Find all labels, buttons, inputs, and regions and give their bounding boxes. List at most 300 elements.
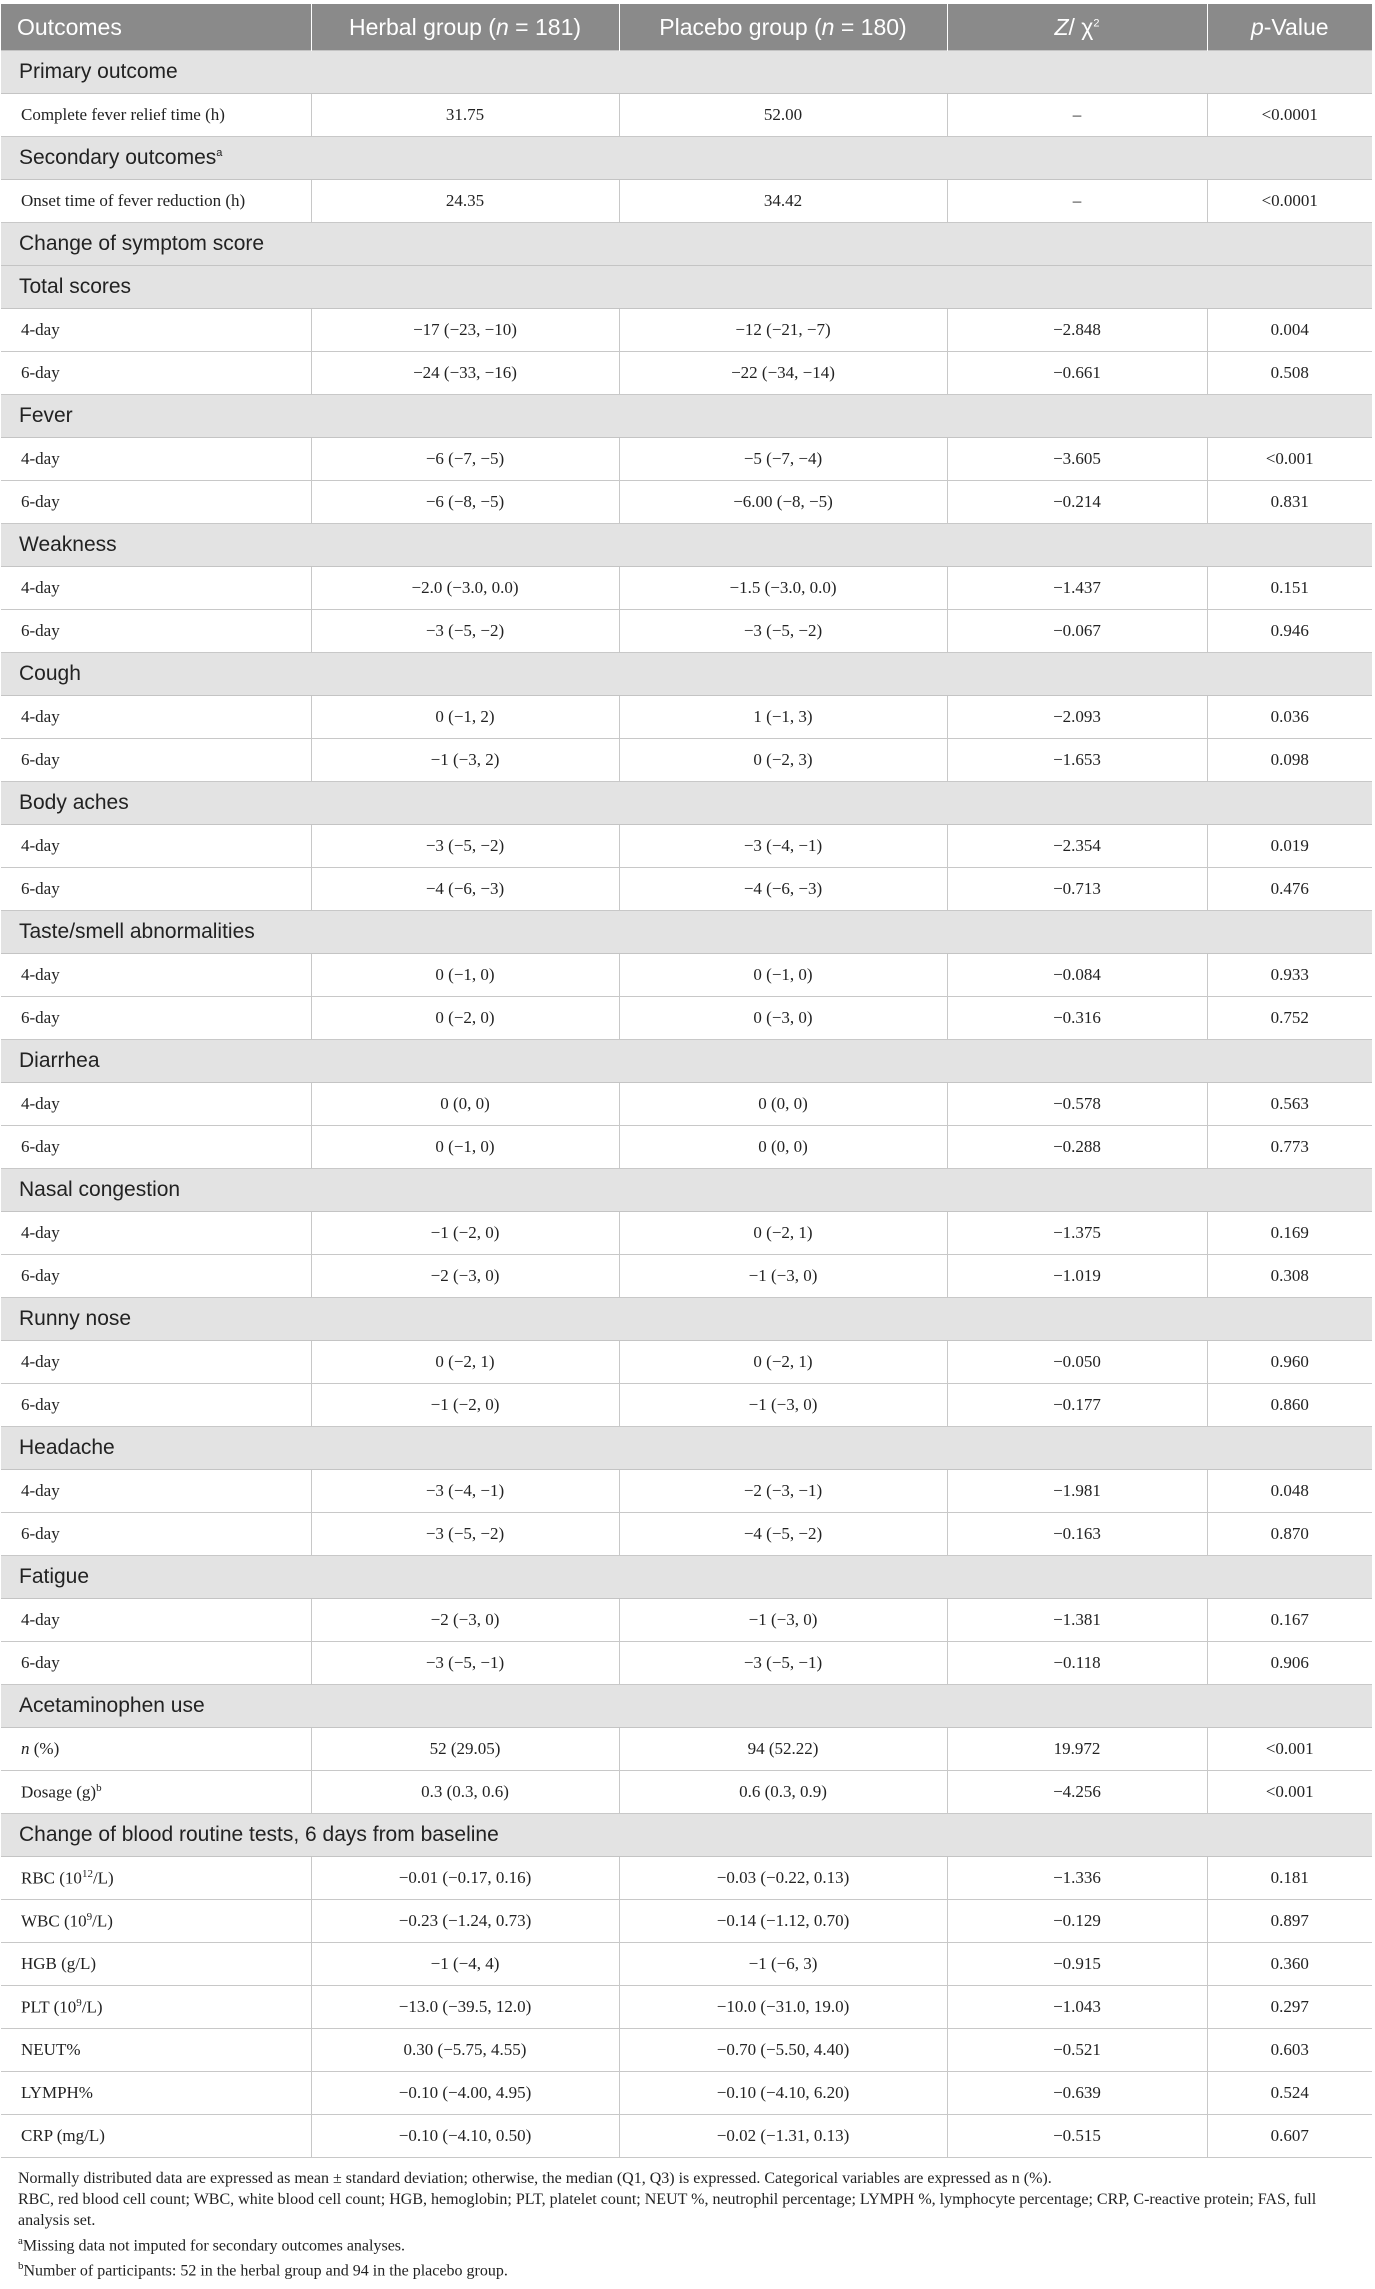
table-row (1, 610, 1372, 653)
statistic-value: −2.848 (947, 309, 1207, 352)
section-row (1, 653, 1372, 696)
statistic-value: −2.354 (947, 825, 1207, 868)
herbal-value: 0.30 (−5.75, 4.55) (311, 2029, 619, 2072)
placebo-value: −0.70 (−5.50, 4.40) (619, 2029, 947, 2072)
row-label (1, 352, 311, 395)
statistic-value: −3.605 (947, 438, 1207, 481)
herbal-value: −13.0 (−39.5, 12.0) (311, 1986, 619, 2029)
p-value: <0.001 (1207, 1728, 1372, 1771)
section-title-text: Weakness (19, 533, 117, 556)
row-label (1, 94, 311, 137)
section-title-text: Diarrhea (19, 1049, 100, 1072)
section-row (1, 524, 1372, 567)
placebo-value: 0 (−2, 1) (619, 1341, 947, 1384)
row-label-text: 4-day (21, 1094, 60, 1113)
statistic-value: −1.981 (947, 1470, 1207, 1513)
herbal-value: −3 (−5, −1) (311, 1642, 619, 1685)
statistic-value: −0.084 (947, 954, 1207, 997)
row-label (1, 1513, 311, 1556)
table-row (1, 94, 1372, 137)
footnote-a-text: Missing data not imputed for secondary outcomes analyses. (22, 2237, 406, 2255)
placebo-value: −0.14 (−1.12, 0.70) (619, 1900, 947, 1943)
table-row (1, 352, 1372, 395)
footnote-a-mark: a (18, 2235, 23, 2247)
section-row (1, 1556, 1372, 1599)
herbal-value: 0 (−1, 2) (311, 696, 619, 739)
row-label (1, 1212, 311, 1255)
row-label (1, 954, 311, 997)
p-value: 0.960 (1207, 1341, 1372, 1384)
p-value: 0.508 (1207, 352, 1372, 395)
statistic-value: −0.163 (947, 1513, 1207, 1556)
herbal-value: −24 (−33, −16) (311, 352, 619, 395)
p-value: 0.946 (1207, 610, 1372, 653)
header-herbal-n: n (495, 13, 509, 40)
row-label-text: Complete fever relief time (h) (21, 105, 225, 124)
table-body (1, 51, 1372, 2158)
section-row (1, 911, 1372, 954)
section-title-text: Fever (19, 404, 73, 427)
row-label-text: 6-day (21, 879, 60, 898)
row-label-text: 4-day (21, 1223, 60, 1242)
row-label-text: 6-day (21, 750, 60, 769)
row-label (1, 739, 311, 782)
p-value: 0.870 (1207, 1513, 1372, 1556)
header-placebo-n: n (821, 13, 835, 40)
herbal-value: −3 (−5, −2) (311, 1513, 619, 1556)
herbal-value: 0.3 (0.3, 0.6) (311, 1771, 619, 1814)
row-label (1, 1771, 311, 1814)
statistic-value: −1.019 (947, 1255, 1207, 1298)
herbal-value: −1 (−3, 2) (311, 739, 619, 782)
statistic-value: −0.521 (947, 2029, 1207, 2072)
section-title-text: Change of symptom score (19, 232, 265, 255)
herbal-value: 0 (0, 0) (311, 1083, 619, 1126)
table-row (1, 1771, 1372, 1814)
row-label (1, 481, 311, 524)
header-outcomes-text: Outcomes (17, 13, 122, 40)
row-label-text: 4-day (21, 965, 60, 984)
header-statistic (947, 4, 1207, 51)
row-label (1, 1126, 311, 1169)
herbal-value: −4 (−6, −3) (311, 868, 619, 911)
placebo-value: −10.0 (−31.0, 19.0) (619, 1986, 947, 2029)
row-label (1, 1341, 311, 1384)
statistic-value: −2.093 (947, 696, 1207, 739)
row-label-text: 6-day (21, 1137, 60, 1156)
section-title-text: Primary outcome (19, 60, 178, 83)
table-row (1, 825, 1372, 868)
header-herbal-post: = 181) (508, 13, 582, 40)
placebo-value: −3 (−4, −1) (619, 825, 947, 868)
placebo-value: −4 (−6, −3) (619, 868, 947, 911)
placebo-value: 52.00 (619, 94, 947, 137)
statistic-value: −0.578 (947, 1083, 1207, 1126)
row-label (1, 1384, 311, 1427)
herbal-value: −1 (−2, 0) (311, 1212, 619, 1255)
section-title-text: Body aches (19, 791, 129, 814)
section-row (1, 51, 1372, 94)
placebo-value: −2 (−3, −1) (619, 1470, 947, 1513)
row-label (1, 1255, 311, 1298)
row-label (1, 1943, 311, 1986)
herbal-value: 0 (−2, 1) (311, 1341, 619, 1384)
row-label (1, 1599, 311, 1642)
statistic-value: −0.177 (947, 1384, 1207, 1427)
row-label-text: 4-day (21, 578, 60, 597)
section-title (1, 1040, 1372, 1083)
herbal-value: 52 (29.05) (311, 1728, 619, 1771)
header-herbal-pre: Herbal group ( (348, 13, 496, 40)
placebo-value: −1 (−3, 0) (619, 1384, 947, 1427)
row-label (1, 309, 311, 352)
herbal-value: −3 (−5, −2) (311, 610, 619, 653)
row-label-sup: 12 (81, 1867, 93, 1880)
table-row (1, 1599, 1372, 1642)
section-title-text: Change of blood routine tests, 6 days from baseline (19, 1823, 499, 1846)
row-label-text: LYMPH% (21, 2083, 93, 2102)
table-row (1, 1083, 1372, 1126)
header-stat-sup: 2 (1093, 16, 1100, 29)
statistic-value: −0.639 (947, 2072, 1207, 2115)
herbal-value: 0 (−2, 0) (311, 997, 619, 1040)
table-row (1, 1341, 1372, 1384)
table-row (1, 696, 1372, 739)
placebo-value: 0 (−3, 0) (619, 997, 947, 1040)
header-stat-chi: / χ (1068, 13, 1094, 40)
row-label (1, 1642, 311, 1685)
placebo-value: −3 (−5, −1) (619, 1642, 947, 1685)
row-label (1, 2115, 311, 2158)
header-placebo-pre: Placebo group ( (659, 13, 822, 40)
row-label-text: 4-day (21, 320, 60, 339)
placebo-value: −22 (−34, −14) (619, 352, 947, 395)
herbal-value: −1 (−4, 4) (311, 1943, 619, 1986)
herbal-value: −6 (−7, −5) (311, 438, 619, 481)
p-value: 0.019 (1207, 825, 1372, 868)
table-row (1, 1255, 1372, 1298)
header-p-rest: -Value (1263, 13, 1329, 40)
outcomes-table (1, 4, 1372, 2158)
table-row (1, 1900, 1372, 1943)
section-row (1, 1427, 1372, 1470)
table-row (1, 1513, 1372, 1556)
placebo-value: 0 (−2, 1) (619, 1212, 947, 1255)
row-label-text: 6-day (21, 1266, 60, 1285)
table-row (1, 868, 1372, 911)
herbal-value: −2.0 (−3.0, 0.0) (311, 567, 619, 610)
p-value: 0.167 (1207, 1599, 1372, 1642)
p-value: 0.563 (1207, 1083, 1372, 1126)
herbal-value: 24.35 (311, 180, 619, 223)
herbal-value: −3 (−5, −2) (311, 825, 619, 868)
row-label-after: /L) (92, 1911, 113, 1931)
section-title (1, 51, 1372, 94)
row-label-after: /L) (81, 1997, 103, 2017)
placebo-value: 0.6 (0.3, 0.9) (619, 1771, 947, 1814)
row-label-text: NEUT% (21, 2040, 81, 2059)
table-row (1, 2072, 1372, 2115)
section-title (1, 223, 1372, 266)
table-row (1, 2115, 1372, 2158)
p-value: 0.308 (1207, 1255, 1372, 1298)
placebo-value: −1 (−6, 3) (619, 1943, 947, 1986)
section-row (1, 1169, 1372, 1212)
p-value: <0.0001 (1207, 180, 1372, 223)
statistic-value: −0.661 (947, 352, 1207, 395)
table-row (1, 1126, 1372, 1169)
section-title (1, 911, 1372, 954)
statistic-value: −1.375 (947, 1212, 1207, 1255)
p-value: 0.603 (1207, 2029, 1372, 2072)
herbal-value: −0.01 (−0.17, 0.16) (311, 1857, 619, 1900)
section-title (1, 137, 1372, 180)
placebo-value: 0 (0, 0) (619, 1083, 947, 1126)
p-value: 0.360 (1207, 1943, 1372, 1986)
statistic-value: −0.118 (947, 1642, 1207, 1685)
table-row (1, 1857, 1372, 1900)
section-row (1, 266, 1372, 309)
p-value: <0.001 (1207, 1771, 1372, 1814)
table-row (1, 567, 1372, 610)
herbal-value: −0.23 (−1.24, 0.73) (311, 1900, 619, 1943)
row-label-text: 6-day (21, 492, 60, 511)
placebo-value: 1 (−1, 3) (619, 696, 947, 739)
section-title-text: Taste/smell abnormalities (19, 920, 255, 943)
statistic-value: −1.437 (947, 567, 1207, 610)
row-label-text: Onset time of fever reduction (h) (21, 191, 246, 210)
table-row (1, 1642, 1372, 1685)
row-label-text: PLT (10 (21, 1997, 77, 2017)
placebo-value: −1.5 (−3.0, 0.0) (619, 567, 947, 610)
p-value: 0.169 (1207, 1212, 1372, 1255)
row-label (1, 438, 311, 481)
header-placebo-post: = 180) (834, 13, 907, 40)
placebo-value: 0 (−1, 0) (619, 954, 947, 997)
section-title (1, 1169, 1372, 1212)
herbal-value: −1 (−2, 0) (311, 1384, 619, 1427)
statistic-value: −0.067 (947, 610, 1207, 653)
herbal-value: −2 (−3, 0) (311, 1599, 619, 1642)
statistic-value: −1.336 (947, 1857, 1207, 1900)
statistic-value: −0.515 (947, 2115, 1207, 2158)
row-label (1, 1986, 311, 2029)
statistic-value: – (947, 180, 1207, 223)
placebo-value: −1 (−3, 0) (619, 1599, 947, 1642)
p-value: 0.831 (1207, 481, 1372, 524)
header-p-value (1207, 4, 1372, 51)
placebo-value: 0 (0, 0) (619, 1126, 947, 1169)
p-value: 0.933 (1207, 954, 1372, 997)
section-title-text: Fatigue (19, 1565, 90, 1588)
statistic-value: −1.653 (947, 739, 1207, 782)
p-value: 0.048 (1207, 1470, 1372, 1513)
section-title (1, 1685, 1372, 1728)
statistic-value: −0.214 (947, 481, 1207, 524)
table-row (1, 1384, 1372, 1427)
placebo-value: −4 (−5, −2) (619, 1513, 947, 1556)
row-label-text: 4-day (21, 707, 60, 726)
table-row (1, 2029, 1372, 2072)
section-row (1, 782, 1372, 825)
section-row (1, 223, 1372, 266)
statistic-value: – (947, 94, 1207, 137)
placebo-value: −6.00 (−8, −5) (619, 481, 947, 524)
row-label-text: WBC (10 (21, 1911, 87, 1931)
footnote-a (18, 2231, 1369, 2256)
section-row (1, 1040, 1372, 1083)
p-value: 0.476 (1207, 868, 1372, 911)
section-title-text: Nasal congestion (19, 1178, 181, 1201)
row-label-text: HGB (g/L) (21, 1954, 97, 1973)
row-label (1, 2029, 311, 2072)
section-title-text: Total scores (19, 275, 132, 298)
table-row (1, 1470, 1372, 1513)
table-row (1, 180, 1372, 223)
row-label (1, 997, 311, 1040)
row-label (1, 1083, 311, 1126)
table-row (1, 481, 1372, 524)
footnote-b-mark: b (18, 2260, 24, 2273)
placebo-value: −1 (−3, 0) (619, 1255, 947, 1298)
row-label-text: 6-day (21, 1653, 60, 1672)
footnote-distribution: Normally distributed data are expressed as mean ± standard deviation; otherwise, the median (Q1, Q3) is expressed. Categorical variables are expressed as n (%). (18, 2170, 1052, 2187)
row-label-text: Dosage (g) (21, 1782, 97, 1802)
row-label-text: RBC (10 (21, 1868, 82, 1888)
p-value: 0.752 (1207, 997, 1372, 1040)
footnote-abbreviations: RBC, red blood cell count; WBC, white blood cell count; HGB, hemoglobin; PLT, platelet count; NEUT %, neutrophil percentage; LYMPH %, lymphocyte percentage; CRP, C-reactive protein; FAS, full analysis set. (18, 2191, 1317, 2229)
placebo-value: −5 (−7, −4) (619, 438, 947, 481)
table-row (1, 954, 1372, 997)
row-label-text: 4-day (21, 1481, 60, 1500)
p-value: 0.773 (1207, 1126, 1372, 1169)
header-outcomes (1, 4, 311, 51)
row-label-text: 4-day (21, 449, 60, 468)
p-value: 0.860 (1207, 1384, 1372, 1427)
table-row (1, 1728, 1372, 1771)
statistic-value: −0.129 (947, 1900, 1207, 1943)
herbal-value: −0.10 (−4.10, 0.50) (311, 2115, 619, 2158)
row-label (1, 1470, 311, 1513)
header-placebo-group (619, 4, 947, 51)
statistic-value: −1.381 (947, 1599, 1207, 1642)
section-row (1, 1685, 1372, 1728)
row-label-text: 4-day (21, 836, 60, 855)
p-value: 0.151 (1207, 567, 1372, 610)
statistic-value: −0.316 (947, 997, 1207, 1040)
p-value: 0.906 (1207, 1642, 1372, 1685)
herbal-value: 31.75 (311, 94, 619, 137)
section-title-text: Headache (19, 1436, 115, 1459)
section-title (1, 1814, 1372, 1857)
row-label (1, 2072, 311, 2115)
section-title (1, 653, 1372, 696)
p-value: 0.036 (1207, 696, 1372, 739)
row-label-rest: (%) (29, 1739, 60, 1758)
row-label (1, 868, 311, 911)
placebo-value: 0 (−2, 3) (619, 739, 947, 782)
placebo-value: −0.02 (−1.31, 0.13) (619, 2115, 947, 2158)
statistic-value: −1.043 (947, 1986, 1207, 2029)
statistic-value: −4.256 (947, 1771, 1207, 1814)
table-footnotes (0, 2158, 1375, 2282)
row-label-text: 4-day (21, 1610, 60, 1629)
p-value: 0.181 (1207, 1857, 1372, 1900)
statistic-value: 19.972 (947, 1728, 1207, 1771)
placebo-value: −3 (−5, −2) (619, 610, 947, 653)
row-label-after: /L) (92, 1868, 114, 1888)
section-title (1, 1556, 1372, 1599)
p-value: 0.297 (1207, 1986, 1372, 2029)
p-value: <0.0001 (1207, 94, 1372, 137)
placebo-value: −12 (−21, −7) (619, 309, 947, 352)
table-row (1, 1986, 1372, 2029)
placebo-value: 94 (52.22) (619, 1728, 947, 1771)
footnote-b (18, 2256, 1369, 2281)
row-label (1, 1900, 311, 1943)
row-label-sup: 9 (86, 1910, 93, 1923)
p-value: 0.098 (1207, 739, 1372, 782)
section-title-sup: a (216, 147, 223, 159)
section-title-text: Cough (19, 662, 81, 685)
table-row (1, 1943, 1372, 1986)
footnote-b-text: Number of participants: 52 in the herbal group and 94 in the placebo group. (23, 2262, 508, 2280)
table-row (1, 739, 1372, 782)
p-value: <0.001 (1207, 438, 1372, 481)
row-label-text: 6-day (21, 363, 60, 382)
section-title-text: Secondary outcomes (19, 146, 217, 169)
section-title (1, 1427, 1372, 1470)
statistic-value: −0.050 (947, 1341, 1207, 1384)
herbal-value: −0.10 (−4.00, 4.95) (311, 2072, 619, 2115)
header-herbal-group (311, 4, 619, 51)
herbal-value: −2 (−3, 0) (311, 1255, 619, 1298)
row-label (1, 180, 311, 223)
table-row (1, 1212, 1372, 1255)
section-title (1, 395, 1372, 438)
herbal-value: 0 (−1, 0) (311, 1126, 619, 1169)
row-label-text: 6-day (21, 621, 60, 640)
herbal-value: 0 (−1, 0) (311, 954, 619, 997)
row-label (1, 696, 311, 739)
statistic-value: −0.288 (947, 1126, 1207, 1169)
placebo-value: −0.10 (−4.10, 6.20) (619, 2072, 947, 2115)
section-title-text: Runny nose (19, 1307, 132, 1330)
table-row (1, 438, 1372, 481)
header-p-italic: p (1250, 13, 1264, 40)
herbal-value: −3 (−4, −1) (311, 1470, 619, 1513)
section-row (1, 1814, 1372, 1857)
header-stat-z: Z (1054, 13, 1069, 40)
header-row (1, 4, 1372, 51)
section-title (1, 266, 1372, 309)
row-label-sup: 9 (76, 1996, 82, 2009)
row-label (1, 1728, 311, 1771)
row-label (1, 567, 311, 610)
placebo-value: 34.42 (619, 180, 947, 223)
row-label-text: CRP (mg/L) (21, 2126, 105, 2145)
row-label (1, 825, 311, 868)
section-title (1, 1298, 1372, 1341)
table-row (1, 997, 1372, 1040)
section-row (1, 395, 1372, 438)
p-value: 0.897 (1207, 1900, 1372, 1943)
p-value: 0.607 (1207, 2115, 1372, 2158)
section-title (1, 524, 1372, 567)
row-label-text: 6-day (21, 1395, 60, 1414)
p-value: 0.004 (1207, 309, 1372, 352)
row-label-sup: b (96, 1781, 102, 1794)
